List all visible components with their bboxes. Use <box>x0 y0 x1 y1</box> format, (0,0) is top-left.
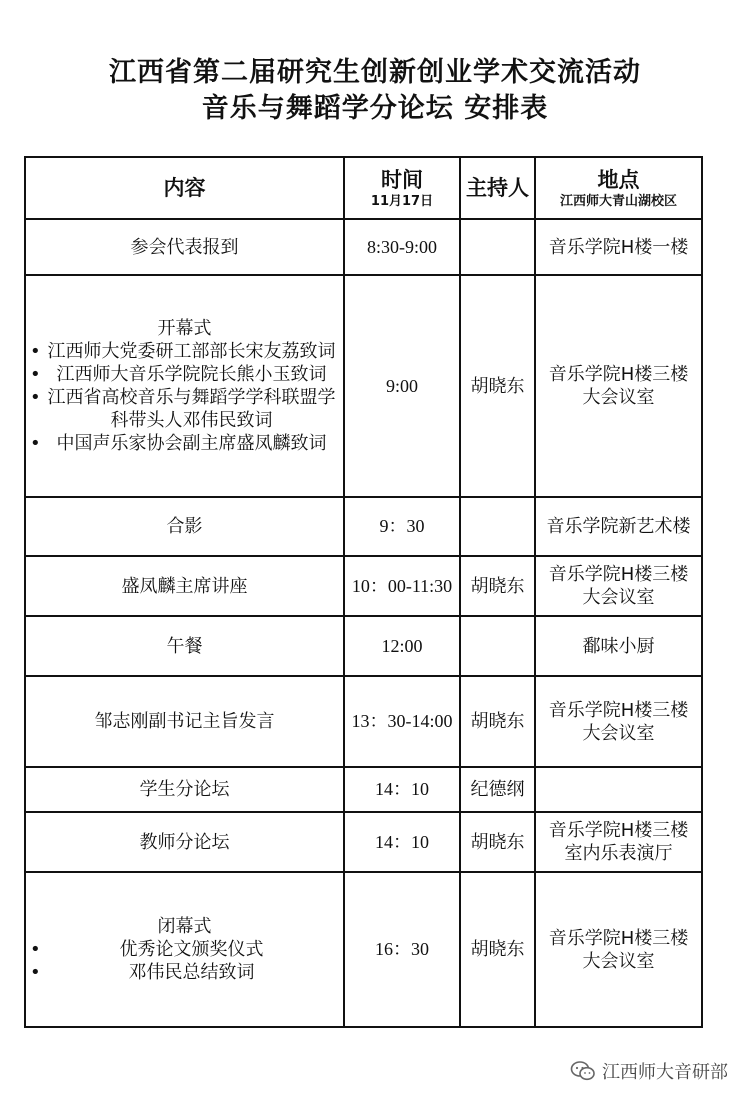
host-cell <box>460 616 535 676</box>
table-row <box>25 497 702 556</box>
table-row <box>25 767 702 812</box>
time-cell: 9：30 <box>344 497 460 556</box>
list-item: • 中国声乐家协会副主席盛凤麟致词 <box>30 433 327 454</box>
watermark <box>570 1058 728 1084</box>
content-cell: 盛凤麟主席讲座 <box>25 556 344 616</box>
header-row <box>25 157 702 219</box>
page-title-line1: 江西省第二届研究生创新创业学术交流活动 <box>109 57 641 88</box>
host-cell: 纪德纲 <box>460 767 535 812</box>
host-cell <box>460 497 535 556</box>
location-cell: 鄱味小厨 <box>535 616 702 676</box>
page-title-line2: 音乐与舞蹈学分论坛 安排表 <box>201 93 549 124</box>
location-cell: 音乐学院H楼三楼大会议室 <box>535 872 702 1027</box>
time-cell: 10：00-11:30 <box>344 556 460 616</box>
ceremony-title: 开幕式 <box>157 318 212 339</box>
content-cell: 午餐 <box>25 616 344 676</box>
time-cell: 12:00 <box>344 616 460 676</box>
location-cell: 音乐学院H楼三楼大会议室 <box>535 275 702 497</box>
time-cell: 13：30-14:00 <box>344 676 460 767</box>
host-cell: 胡晓东 <box>460 676 535 767</box>
list-item: • 优秀论文颁奖仪式 <box>30 939 264 960</box>
content-cell: 教师分论坛 <box>25 812 344 872</box>
table-row <box>25 676 702 767</box>
host-cell: 胡晓东 <box>460 872 535 1027</box>
content-cell <box>25 872 344 1027</box>
list-item: • 江西省高校音乐与舞蹈学学科联盟学科带头人邓伟民致词 <box>30 387 336 431</box>
header-location: 地点 江西师大青山湖校区 <box>535 157 702 219</box>
schedule-table <box>24 156 703 1028</box>
host-cell: 胡晓东 <box>460 556 535 616</box>
list-item: • 江西师大音乐学院院长熊小玉致词 <box>30 364 327 385</box>
watermark-label: 江西师大音研部 <box>602 1062 728 1083</box>
header-content: 内容 <box>25 157 344 219</box>
content-cell: 学生分论坛 <box>25 767 344 812</box>
wechat-icon <box>570 1060 596 1082</box>
header-host: 主持人 <box>460 157 535 219</box>
location-cell: 音乐学院H楼一楼 <box>535 219 702 275</box>
list-item: • 江西师大党委研工部部长宋友荔致词 <box>30 341 336 362</box>
time-cell: 8:30-9:00 <box>344 219 460 275</box>
time-cell: 14：10 <box>344 767 460 812</box>
table-row <box>25 616 702 676</box>
content-cell <box>25 275 344 497</box>
host-cell: 胡晓东 <box>460 275 535 497</box>
location-cell: 音乐学院H楼三楼大会议室 <box>535 676 702 767</box>
host-cell: 胡晓东 <box>460 812 535 872</box>
time-cell: 14：10 <box>344 812 460 872</box>
list-item: • 邓伟民总结致词 <box>30 962 255 983</box>
content-cell: 邹志刚副书记主旨发言 <box>25 676 344 767</box>
table-row <box>25 872 702 1027</box>
location-cell: 音乐学院H楼三楼室内乐表演厅 <box>535 812 702 872</box>
time-cell: 9:00 <box>344 275 460 497</box>
header-time: 时间 11月17日 <box>344 157 460 219</box>
ceremony-title: 闭幕式 <box>157 916 212 937</box>
time-cell: 16：30 <box>344 872 460 1027</box>
content-cell: 参会代表报到 <box>25 219 344 275</box>
table-row <box>25 812 702 872</box>
table-row <box>25 219 702 275</box>
table-row <box>25 275 702 497</box>
content-cell: 合影 <box>25 497 344 556</box>
location-cell: 音乐学院新艺术楼 <box>535 497 702 556</box>
table-row <box>25 556 702 616</box>
host-cell <box>460 219 535 275</box>
location-cell: 音乐学院H楼三楼大会议室 <box>535 556 702 616</box>
location-cell <box>535 767 702 812</box>
